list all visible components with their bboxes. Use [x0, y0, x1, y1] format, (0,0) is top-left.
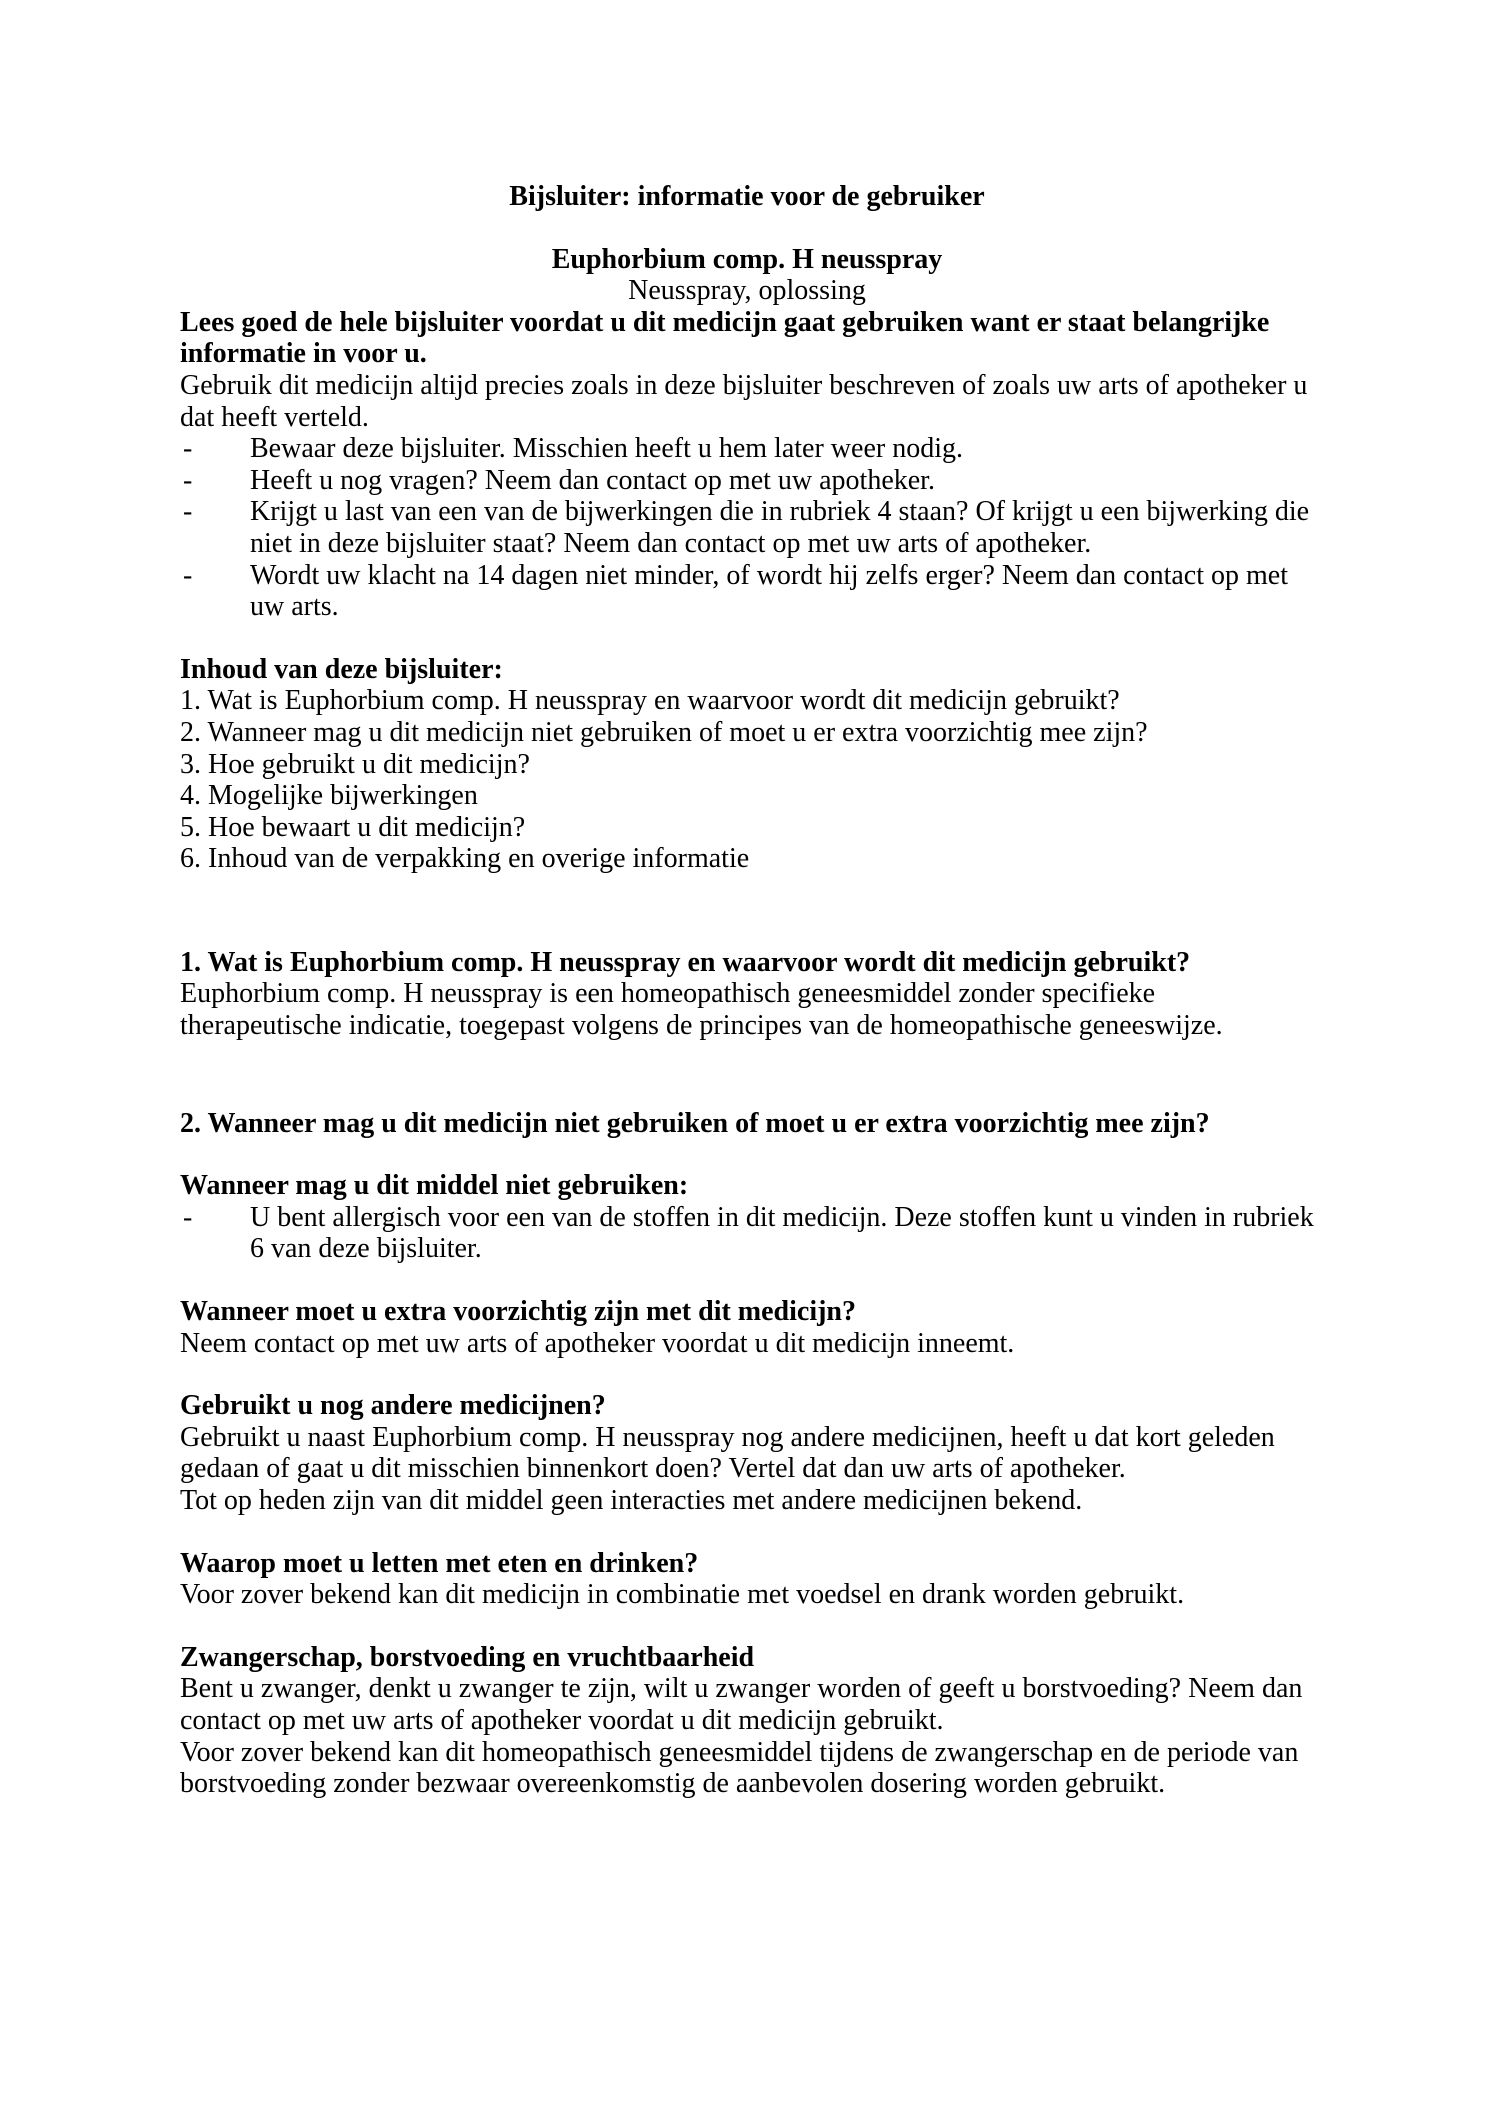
paragraph: Euphorbium comp. H neusspray is een homeopathisch geneesmiddel zonder specifieke therapeutische indicatie, toegepast volgens de principes van de homeopathische geneeswijze. [180, 978, 1223, 1042]
subsection-heading: Wanneer mag u dit middel niet gebruiken: [180, 1170, 689, 1202]
document-title: Bijsluiter: informatie voor de gebruiker [509, 181, 985, 212]
subsection-heading: Zwangerschap, borstvoeding en vruchtbaarheid [180, 1641, 755, 1673]
intro-body: Gebruik dit medicijn altijd precies zoals in deze bijsluiter beschreven of zoals uw arts of apotheker u dat heeft verteld. [180, 369, 1308, 433]
list-item [180, 496, 1314, 559]
toc-item: 1. Wat is Euphorbium comp. H neusspray en waarvoor wordt dit medicijn gebruikt? [180, 685, 1120, 717]
paragraph: Gebruikt u naast Euphorbium comp. H neusspray nog andere medicijnen, heeft u dat kort geleden gedaan of gaat u dit misschien binnenkort doen? Vertel dat dan uw arts of apotheker. [180, 1421, 1275, 1485]
list-item [180, 1202, 1314, 1265]
bullet-text: Bewaar deze bijsluiter. Misschien heeft u hem later weer nodig. [250, 433, 963, 465]
bullet-dash: - [183, 496, 193, 528]
product-form: Neusspray, oplossing [628, 275, 866, 307]
subsection-heading: Waarop moet u letten met eten en drinken? [180, 1547, 699, 1579]
toc-heading: Inhoud van deze bijsluiter: [180, 653, 503, 685]
product-name: Euphorbium comp. H neusspray [551, 243, 943, 275]
paragraph: Voor zover bekend kan dit homeopathisch geneesmiddel tijdens de zwangerschap en de periode van borstvoeding zonder bezwaar overeenkomstig de aanbevolen dosering worden gebruikt. [180, 1736, 1299, 1800]
list-item [180, 433, 1314, 465]
section-heading: 2. Wanneer mag u dit medicijn niet gebruiken of moet u er extra voorzichtig mee zijn? [180, 1107, 1210, 1139]
bullet-text: Heeft u nog vragen? Neem dan contact op met uw apotheker. [250, 464, 935, 496]
bullet-dash: - [183, 559, 193, 591]
bullet-dash: - [183, 1201, 193, 1233]
toc-item: 2. Wanneer mag u dit medicijn niet gebruiken of moet u er extra voorzichtig mee zijn? [180, 716, 1148, 748]
bullet-text: Krijgt u last van een van de bijwerkingen die in rubriek 4 staan? Of krijgt u een bijwerking die niet in deze bijsluiter staat? Neem dan contact op met uw arts of apotheker. [250, 496, 1310, 559]
bullet-text: U bent allergisch voor een van de stoffen in dit medicijn. Deze stoffen kunt u vinden in rubriek 6 van deze bijsluiter. [250, 1201, 1314, 1265]
bullet-dash: - [183, 433, 193, 465]
bullet-text: Wordt uw klacht na 14 dagen niet minder, of wordt hij zelfs erger? Neem dan contact op met uw arts. [250, 559, 1288, 623]
toc-item: 3. Hoe gebruikt u dit medicijn? [180, 748, 530, 780]
paragraph: Bent u zwanger, denkt u zwanger te zijn, wilt u zwanger worden of geeft u borstvoeding? Neem dan contact op met uw arts of apotheker voordat u dit medicijn gebruikt. [180, 1673, 1303, 1736]
bullet-dash: - [183, 464, 193, 496]
list-item [180, 465, 1314, 497]
paragraph: Voor zover bekend kan dit medicijn in combinatie met voedsel en drank worden gebruikt. [180, 1579, 1185, 1611]
list-item [180, 560, 1314, 623]
paragraph: Tot op heden zijn van dit middel geen interacties met andere medicijnen bekend. [180, 1485, 1083, 1516]
toc-item: 5. Hoe bewaart u dit medicijn? [180, 811, 526, 843]
intro-lead: Lees goed de hele bijsluiter voordat u dit medicijn gaat gebruiken want er staat belangrijke informatie in voor u. [180, 306, 1270, 370]
subsection-heading: Gebruikt u nog andere medicijnen? [180, 1390, 606, 1422]
paragraph: Neem contact op met uw arts of apotheker voordat u dit medicijn inneemt. [180, 1327, 1015, 1359]
section-heading: 1. Wat is Euphorbium comp. H neusspray en waarvoor wordt dit medicijn gebruikt? [180, 946, 1191, 978]
toc-item: 6. Inhoud van de verpakking en overige informatie [180, 843, 750, 875]
subsection-heading: Wanneer moet u extra voorzichtig zijn met dit medicijn? [180, 1296, 857, 1328]
toc-item: 4. Mogelijke bijwerkingen [180, 780, 478, 812]
